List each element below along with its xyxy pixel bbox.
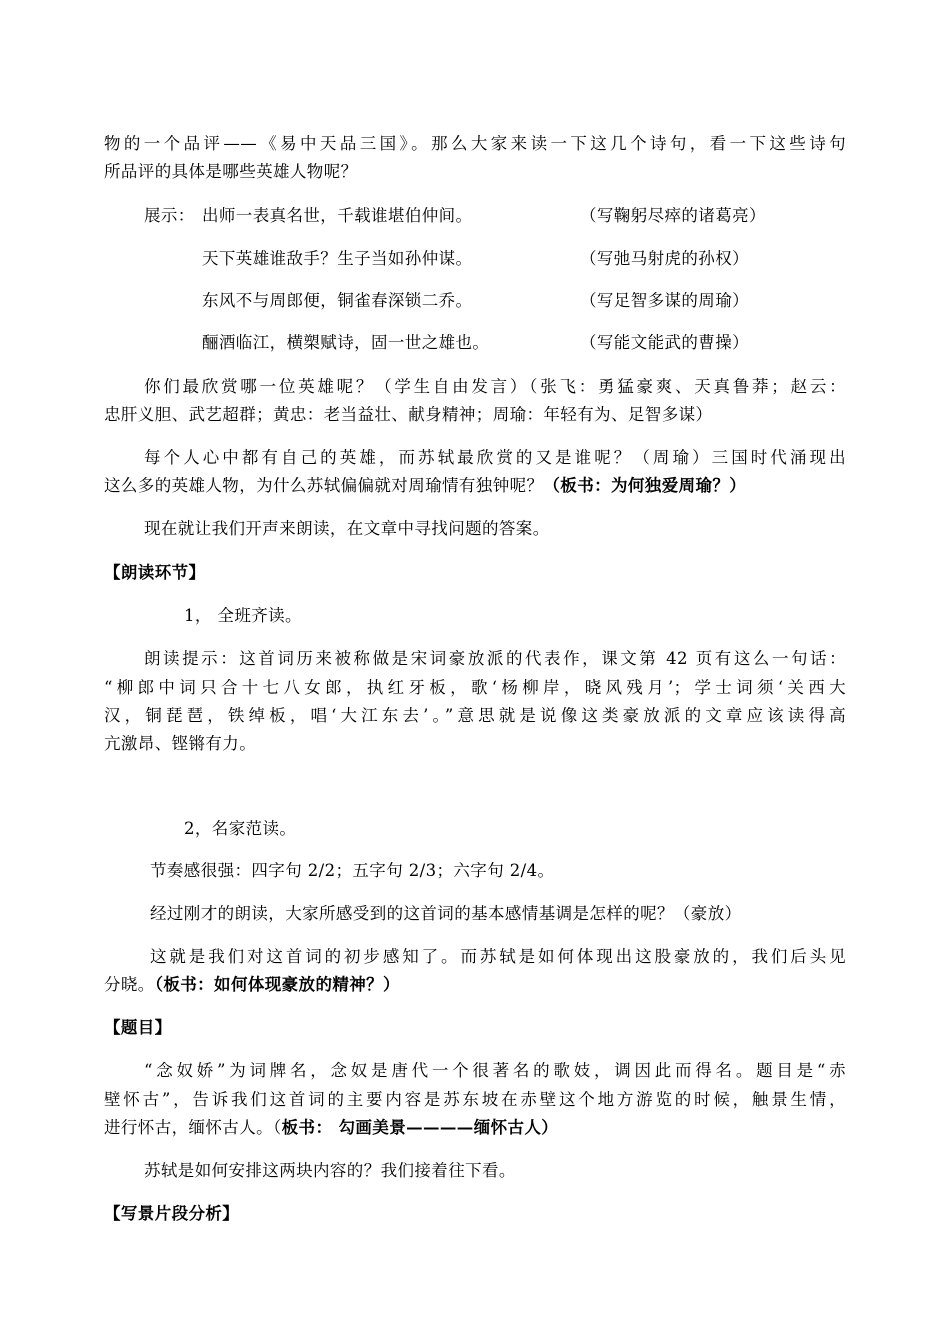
blackboard-note: （板书：为何独爱周瑜？） <box>543 476 747 495</box>
verse-line: 出师一表真名世，千载谁堪伯仲间。 <box>202 206 473 225</box>
verse-line: 天下英雄谁敌手？生子当如孙仲谋。 <box>202 249 473 268</box>
paragraph-line: 壁怀古”，告诉我们这首词的主要内容是苏东坡在赤壁这个地方游览的时候，触景生情， <box>104 1090 846 1109</box>
blackboard-note: 板书： 勾画美景————缅怀古人） <box>281 1118 559 1137</box>
verse-note: （写足智多谋的周瑜） <box>580 291 749 310</box>
verse-note: （写鞠躬尽瘁的诸葛亮） <box>580 206 766 225</box>
paragraph-line: 物的一个品评——《易中天品三国》。那么大家来读一下这几个诗句，看一下这些诗句 <box>104 134 846 153</box>
paragraph-line: 你们最欣赏哪一位英雄呢？（学生自由发言）（张飞：勇猛豪爽、天真鲁莽；赵云： <box>144 377 846 396</box>
paragraph-line: 经过刚才的朗读，大家所感受到的这首词的基本感情基调是怎样的呢？（豪放） <box>150 904 742 923</box>
step-item: 2，名家范读。 <box>184 819 297 838</box>
paragraph-text: 分晓。 <box>104 975 155 994</box>
paragraph-line: “柳郎中词只合十七八女郎，执红牙板，歌‘杨柳岸，晓风残月’；学士词须‘关西大 <box>104 678 846 697</box>
paragraph-line: 现在就让我们开声来朗读，在文章中寻找问题的答案。 <box>144 519 550 538</box>
verse-note: （写能文能武的曹操） <box>580 333 749 352</box>
paragraph-line: 苏轼是如何安排这两块内容的？我们接着往下看。 <box>144 1161 516 1180</box>
paragraph-text: 这么多的英雄人物，为什么苏轼偏偏就对周瑜情有独钟呢？ <box>104 476 544 495</box>
verse-line: 酾酒临江，横槊赋诗，固一世之雄也。 <box>202 333 490 352</box>
paragraph-line: 忠肝义胆、武艺超群；黄忠：老当益壮、献身精神；周瑜：年轻有为、足智多谋） <box>104 405 713 424</box>
paragraph-line <box>104 974 400 996</box>
section-heading-title: 【题目】 <box>104 1018 172 1037</box>
paragraph-line: 这就是我们对这首词的初步感知了。而苏轼是如何体现出这股豪放的，我们后头见 <box>150 947 846 966</box>
paragraph-line: 节奏感很强：四字句 2/2；五字句 2/3；六字句 2/4。 <box>150 861 555 880</box>
section-heading-scene-analysis: 【写景片段分析】 <box>104 1204 240 1223</box>
section-heading-reading: 【朗读环节】 <box>104 563 206 582</box>
verse-note: （写弛马射虎的孙权） <box>580 249 749 268</box>
paragraph-line <box>104 1117 558 1139</box>
verse-line: 东风不与周郎便，铜雀春深锁二乔。 <box>202 291 473 310</box>
paragraph-line: “念奴娇”为词牌名，念奴是唐代一个很著名的歌妓，调因此而得名。题目是“赤 <box>144 1061 846 1080</box>
paragraph-text: 进行怀古，缅怀古人。（ <box>104 1118 282 1137</box>
blackboard-note: （板书：如何体现豪放的精神？） <box>154 975 400 994</box>
paragraph-line: 汉，铜琵琶，铁绰板，唱‘大江东去’。”意思就是说像这类豪放派的文章应该读得高 <box>104 706 846 725</box>
paragraph-line: 朗读提示：这首词历来被称做是宋词豪放派的代表作，课文第 42 页有这么一句话： <box>144 649 846 668</box>
paragraph-line: 亢激昂、铿锵有力。 <box>104 734 257 753</box>
showcase-label: 展示： <box>144 206 195 225</box>
paragraph-line: 每个人心中都有自己的英雄，而苏轼最欣赏的又是谁呢？（周瑜）三国时代涌现出 <box>144 448 846 467</box>
step-item: 1， 全班齐读。 <box>184 606 302 625</box>
paragraph-line <box>104 475 746 497</box>
paragraph-line: 所品评的具体是哪些英雄人物呢？ <box>104 162 358 181</box>
